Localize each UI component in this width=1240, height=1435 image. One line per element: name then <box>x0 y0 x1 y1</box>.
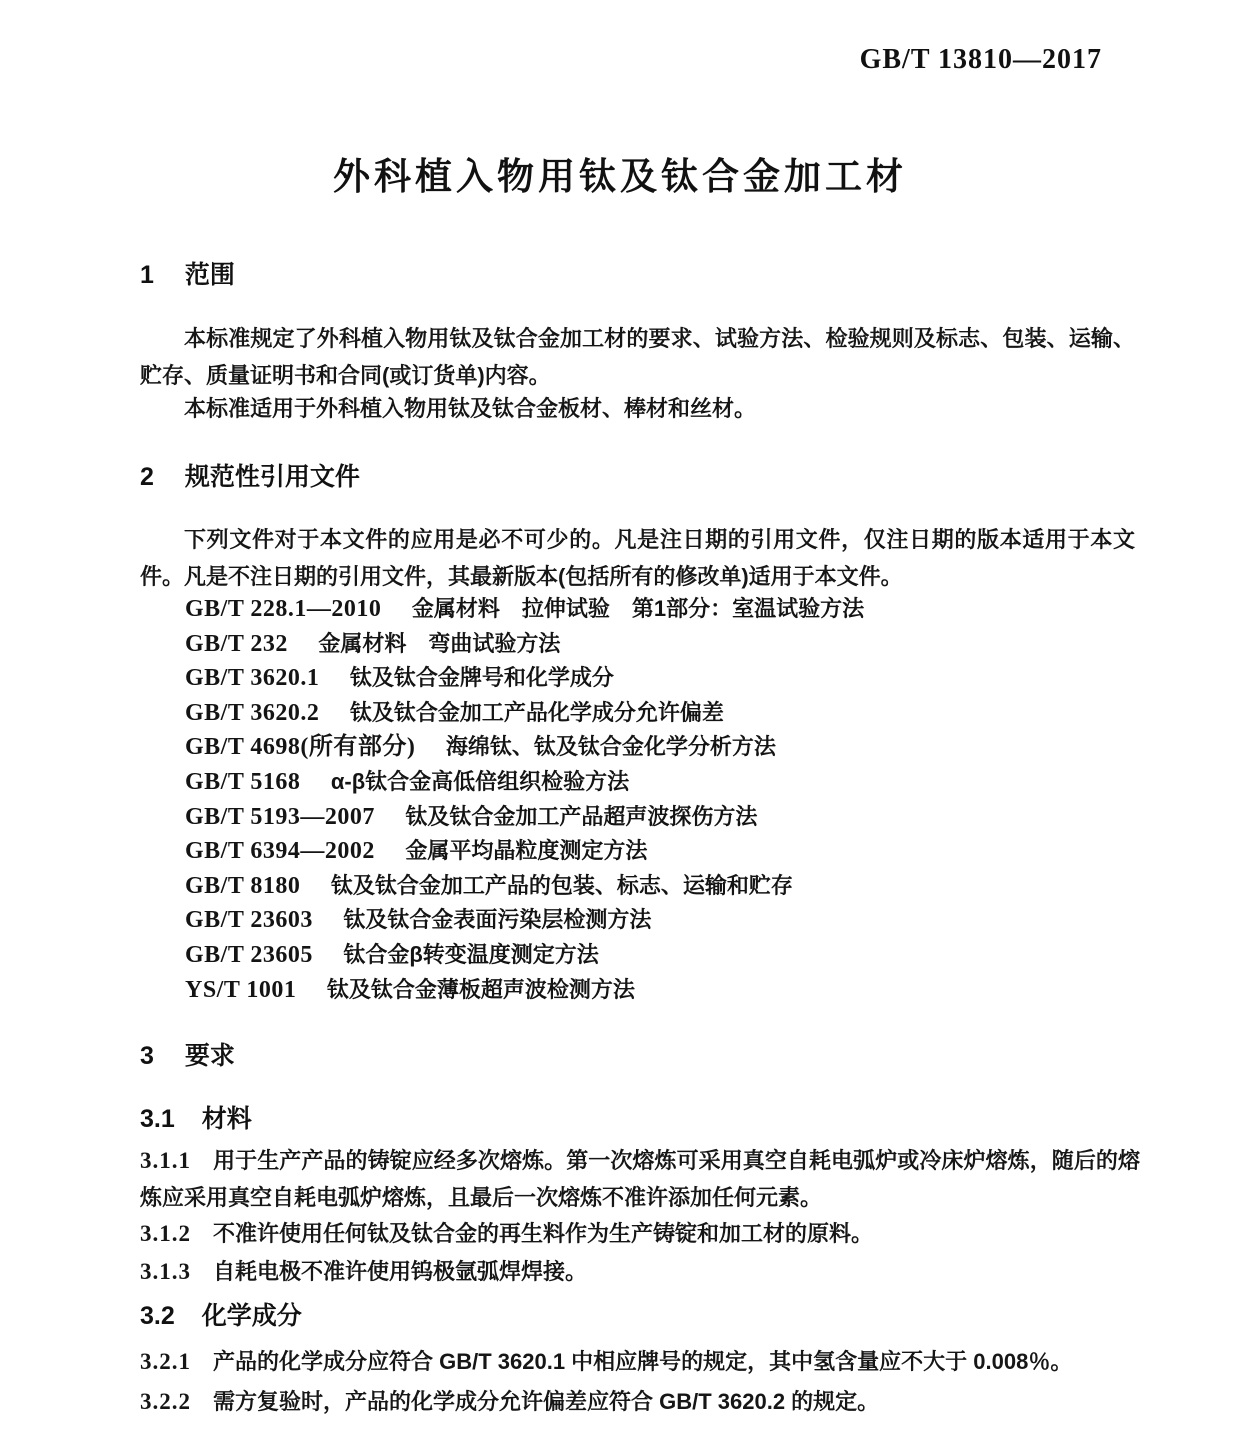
reference-title: α-β钛合金高低倍组织检验方法 <box>330 768 630 794</box>
section-3-heading <box>140 1036 235 1072</box>
reference-item <box>185 800 1135 835</box>
reference-item <box>185 592 1135 627</box>
clause-number: 3.1.2 <box>140 1221 191 1246</box>
reference-code: GB/T 3620.2 <box>185 699 320 726</box>
reference-code: GB/T 4698(所有部分) <box>185 734 416 761</box>
clause-text: 用于生产产品的铸锭应经多次熔炼。第一次熔炼可采用真空自耗电弧炉或冷床炉熔炼，随后的熔炼应采用真空自耗电弧炉熔炼，且最后一次熔炼不准许添加任何元素。 <box>140 1148 1140 1210</box>
section-3-title: 要求 <box>184 1042 235 1070</box>
section-1-number: 1 <box>140 261 154 289</box>
reference-title: 钛及钛合金加工产品化学成分允许偏差 <box>349 699 724 725</box>
clause-text: 不准许使用任何钛及钛合金的再生料作为生产铸锭和加工材的原料。 <box>213 1221 874 1246</box>
clause-text: 自耗电极不准许使用钨极氩弧焊焊接。 <box>213 1259 588 1284</box>
section-2-title: 规范性引用文件 <box>184 463 360 491</box>
reference-code: GB/T 3620.1 <box>185 665 320 692</box>
section-3-1-number: 3.1 <box>140 1105 175 1133</box>
reference-code: GB/T 23603 <box>185 907 313 934</box>
section-3-2-title: 化学成分 <box>201 1302 302 1330</box>
reference-code: GB/T 6394—2002 <box>185 838 375 865</box>
clause-number: 3.1.1 <box>140 1148 191 1173</box>
clause-text: 产品的化学成分应符合 GB/T 3620.1 中相应牌号的规定，其中氢含量应不大于 0.008％。 <box>213 1349 1073 1374</box>
reference-title: 钛及钛合金加工产品超声波探伤方法 <box>405 803 758 829</box>
reference-title: 金属平均晶粒度测定方法 <box>405 838 648 864</box>
reference-item <box>185 973 1135 1008</box>
clause-3-1-1 <box>140 1142 1140 1216</box>
reference-code: GB/T 232 <box>185 630 288 657</box>
reference-title: 海绵钛、钛及钛合金化学分析方法 <box>445 734 776 760</box>
standard-code: GB/T 13810—2017 <box>859 44 1102 75</box>
clause-text: 需方复验时，产品的化学成分允许偏差应符合 GB/T 3620.2 的规定。 <box>213 1389 880 1414</box>
clause-3-2-2 <box>140 1383 1140 1420</box>
reference-code: GB/T 228.1—2010 <box>185 596 382 622</box>
section-3-2-number: 3.2 <box>140 1302 175 1330</box>
reference-code: GB/T 8180 <box>185 872 301 899</box>
section-1-heading <box>140 255 235 291</box>
section-3-number: 3 <box>140 1042 154 1070</box>
reference-title: 钛及钛合金表面污染层检测方法 <box>343 907 652 933</box>
reference-list <box>185 592 1135 1007</box>
reference-item <box>185 938 1135 973</box>
reference-title: 钛及钛合金牌号和化学成分 <box>349 665 614 691</box>
reference-title: 金属材料 拉伸试验 第1部分：室温试验方法 <box>411 596 865 621</box>
clause-3-1-3 <box>140 1253 1140 1290</box>
reference-item <box>185 661 1135 696</box>
section-1-title: 范围 <box>184 261 235 289</box>
clause-number: 3.1.3 <box>140 1259 191 1284</box>
section-2-number: 2 <box>140 463 154 491</box>
reference-code: GB/T 5168 <box>185 768 301 795</box>
reference-title: 钛合金β转变温度测定方法 <box>343 941 599 967</box>
reference-item <box>185 696 1135 731</box>
reference-item <box>185 834 1135 869</box>
section-3-1-heading <box>140 1099 252 1135</box>
reference-item <box>185 730 1135 765</box>
reference-item <box>185 627 1135 662</box>
reference-item <box>185 765 1135 800</box>
reference-item <box>185 903 1135 938</box>
clause-number: 3.2.1 <box>140 1349 191 1374</box>
reference-item <box>185 869 1135 904</box>
document-title: 外科植入物用钛及钛合金加工材 <box>333 156 907 197</box>
reference-code: GB/T 5193—2007 <box>185 803 375 830</box>
reference-title: 钛及钛合金加工产品的包装、标志、运输和贮存 <box>330 872 793 898</box>
reference-code: YS/T 1001 <box>185 976 297 1003</box>
reference-title: 钛及钛合金薄板超声波检测方法 <box>326 976 635 1002</box>
section-2-heading <box>140 457 360 493</box>
clause-number: 3.2.2 <box>140 1389 191 1414</box>
reference-code: GB/T 23605 <box>185 941 313 968</box>
clause-3-1-2 <box>140 1215 1140 1252</box>
section-2-intro: 下列文件对于本文件的应用是必不可少的。凡是注日期的引用文件，仅注日期的版本适用于本文件。凡是不注日期的引用文件，其最新版本(包括所有的修改单)适用于本文件。 <box>140 527 1135 589</box>
section-1-paragraph: 本标准规定了外科植入物用钛及钛合金加工材的要求、试验方法、检验规则及标志、包装、运输、贮存、质量证明书和合同(或订货单)内容。 <box>140 326 1135 388</box>
reference-title: 金属材料 弯曲试验方法 <box>318 630 561 656</box>
section-3-1-title: 材料 <box>201 1105 252 1133</box>
section-1-paragraph: 本标准适用于外科植入物用钛及钛合金板材、棒材和丝材。 <box>184 396 757 421</box>
clause-3-2-1 <box>140 1343 1140 1380</box>
section-3-2-heading <box>140 1296 302 1332</box>
